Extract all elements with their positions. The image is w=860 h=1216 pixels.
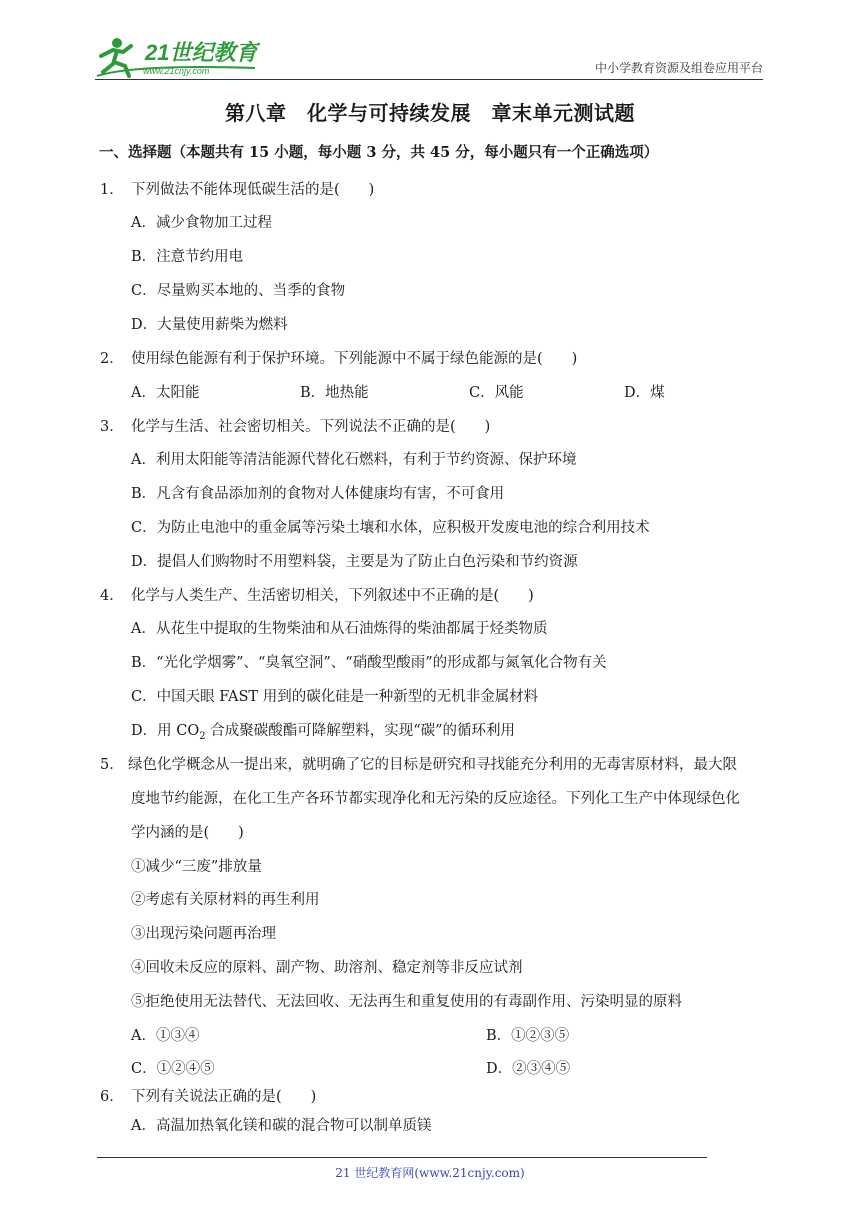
question-stem: 下列做法不能体现低碳生活的是( ) — [131, 182, 375, 198]
list-item: ②考虑有关原材料的再生利用 — [131, 892, 320, 908]
option-d: D．用 $CO_2$ 合成聚碳酸酯可降解塑料，实现“碳”的循环利用 — [131, 723, 516, 742]
option-c: C．为防止电池中的重金属等污染土壤和水体，应积极开发废电池的综合利用技术 — [131, 520, 650, 536]
page-title: 第八章 化学与可持续发展 章末单元测试题 — [225, 101, 635, 125]
option-a: A．太阳能 — [131, 385, 200, 401]
option-b: B．凡含有食品添加剂的食物对人体健康均有害，不可食用 — [131, 486, 505, 502]
list-item: ⑤拒绝使用无法替代、无法回收、无法再生和重复使用的有毒副作用、污染明显的原料 — [131, 994, 682, 1010]
option-d: D．②③④⑤ — [486, 1061, 571, 1077]
question-stem-line: 度地节约能源，在化工生产各环节都实现净化和无污染的反应途径。下列化工生产中体现绿色化 — [131, 791, 740, 807]
question-stem-line: 学内涵的是( ) — [131, 825, 244, 841]
option-d: D．大量使用薪柴为燃料 — [131, 317, 288, 333]
question-number: 2． — [100, 351, 124, 367]
list-item: ④回收未反应的原料、副产物、助溶剂、稳定剂等非反应试剂 — [131, 960, 523, 976]
question-number: 6． — [100, 1089, 124, 1105]
option-c: C．中国天眼 FAST 用到的碳化硅是一种新型的无机非金属材料 — [131, 689, 539, 705]
option-a: A．从花生中提取的生物柴油和从石油炼得的柴油都属于烃类物质 — [131, 621, 548, 637]
option-c: C．风能 — [469, 385, 524, 401]
header-divider — [95, 79, 763, 80]
list-item: ①减少“三废”排放量 — [131, 859, 262, 875]
header-platform-text: 中小学教育资源及组卷应用平台 — [594, 61, 763, 75]
option-a: A．减少食物加工过程 — [131, 215, 272, 231]
footer-divider — [97, 1157, 707, 1158]
option-b: B．“光化学烟雾”、“臭氧空洞”、“硝酸型酸雨”的形成都与氮氧化合物有关 — [131, 655, 607, 671]
option-d: D．提倡人们购物时不用塑料袋，主要是为了防止白色污染和节约资源 — [131, 554, 578, 570]
question-number: 3． — [100, 419, 124, 435]
question-number: 5． — [100, 757, 124, 773]
question-stem-line: 绿色化学概念从一提出来，就明确了它的目标是研究和寻找能充分利用的无毒害原材料，最大限 — [128, 757, 737, 773]
question-stem: 使用绿色能源有利于保护环境。下列能源中不属于绿色能源的是( ) — [131, 351, 578, 367]
question-stem: 下列有关说法正确的是( ) — [131, 1089, 317, 1105]
option-c: C．①②④⑤ — [131, 1061, 215, 1077]
option-b: B．地热能 — [300, 385, 369, 401]
site-logo — [95, 34, 260, 80]
question-stem: 化学与生活、社会密切相关。下列说法不正确的是( ) — [131, 419, 491, 435]
option-a: A．利用太阳能等清洁能源代替化石燃料，有利于节约资源、保护环境 — [131, 452, 577, 468]
question-number: 4． — [100, 588, 124, 604]
footer-link[interactable]: 21 世纪教育网(www.21cnjy.com) — [335, 1166, 525, 1180]
svg-text:21世纪教育: 21世纪教育 — [145, 40, 258, 65]
section-heading: 一、选择题（本题共有 15 小题，每小题 3 分，共 45 分，每小题只有一个正确选项） — [99, 144, 659, 161]
svg-text:www.21cnjy.com: www.21cnjy.com — [143, 66, 210, 76]
runner-logo-icon — [95, 34, 260, 80]
question-stem: 化学与人类生产、生活密切相关，下列叙述中不正确的是( ) — [131, 588, 534, 604]
option-b: B．①②③⑤ — [486, 1028, 570, 1044]
option-d: D．煤 — [624, 385, 665, 401]
list-item: ③出现污染问题再治理 — [131, 926, 276, 942]
option-c: C．尽量购买本地的、当季的食物 — [131, 283, 346, 299]
option-b: B．注意节约用电 — [131, 249, 244, 265]
option-a: A．高温加热氧化镁和碳的混合物可以制单质镁 — [131, 1118, 432, 1134]
option-a: A．①③④ — [131, 1028, 200, 1044]
question-number: 1． — [100, 182, 124, 198]
